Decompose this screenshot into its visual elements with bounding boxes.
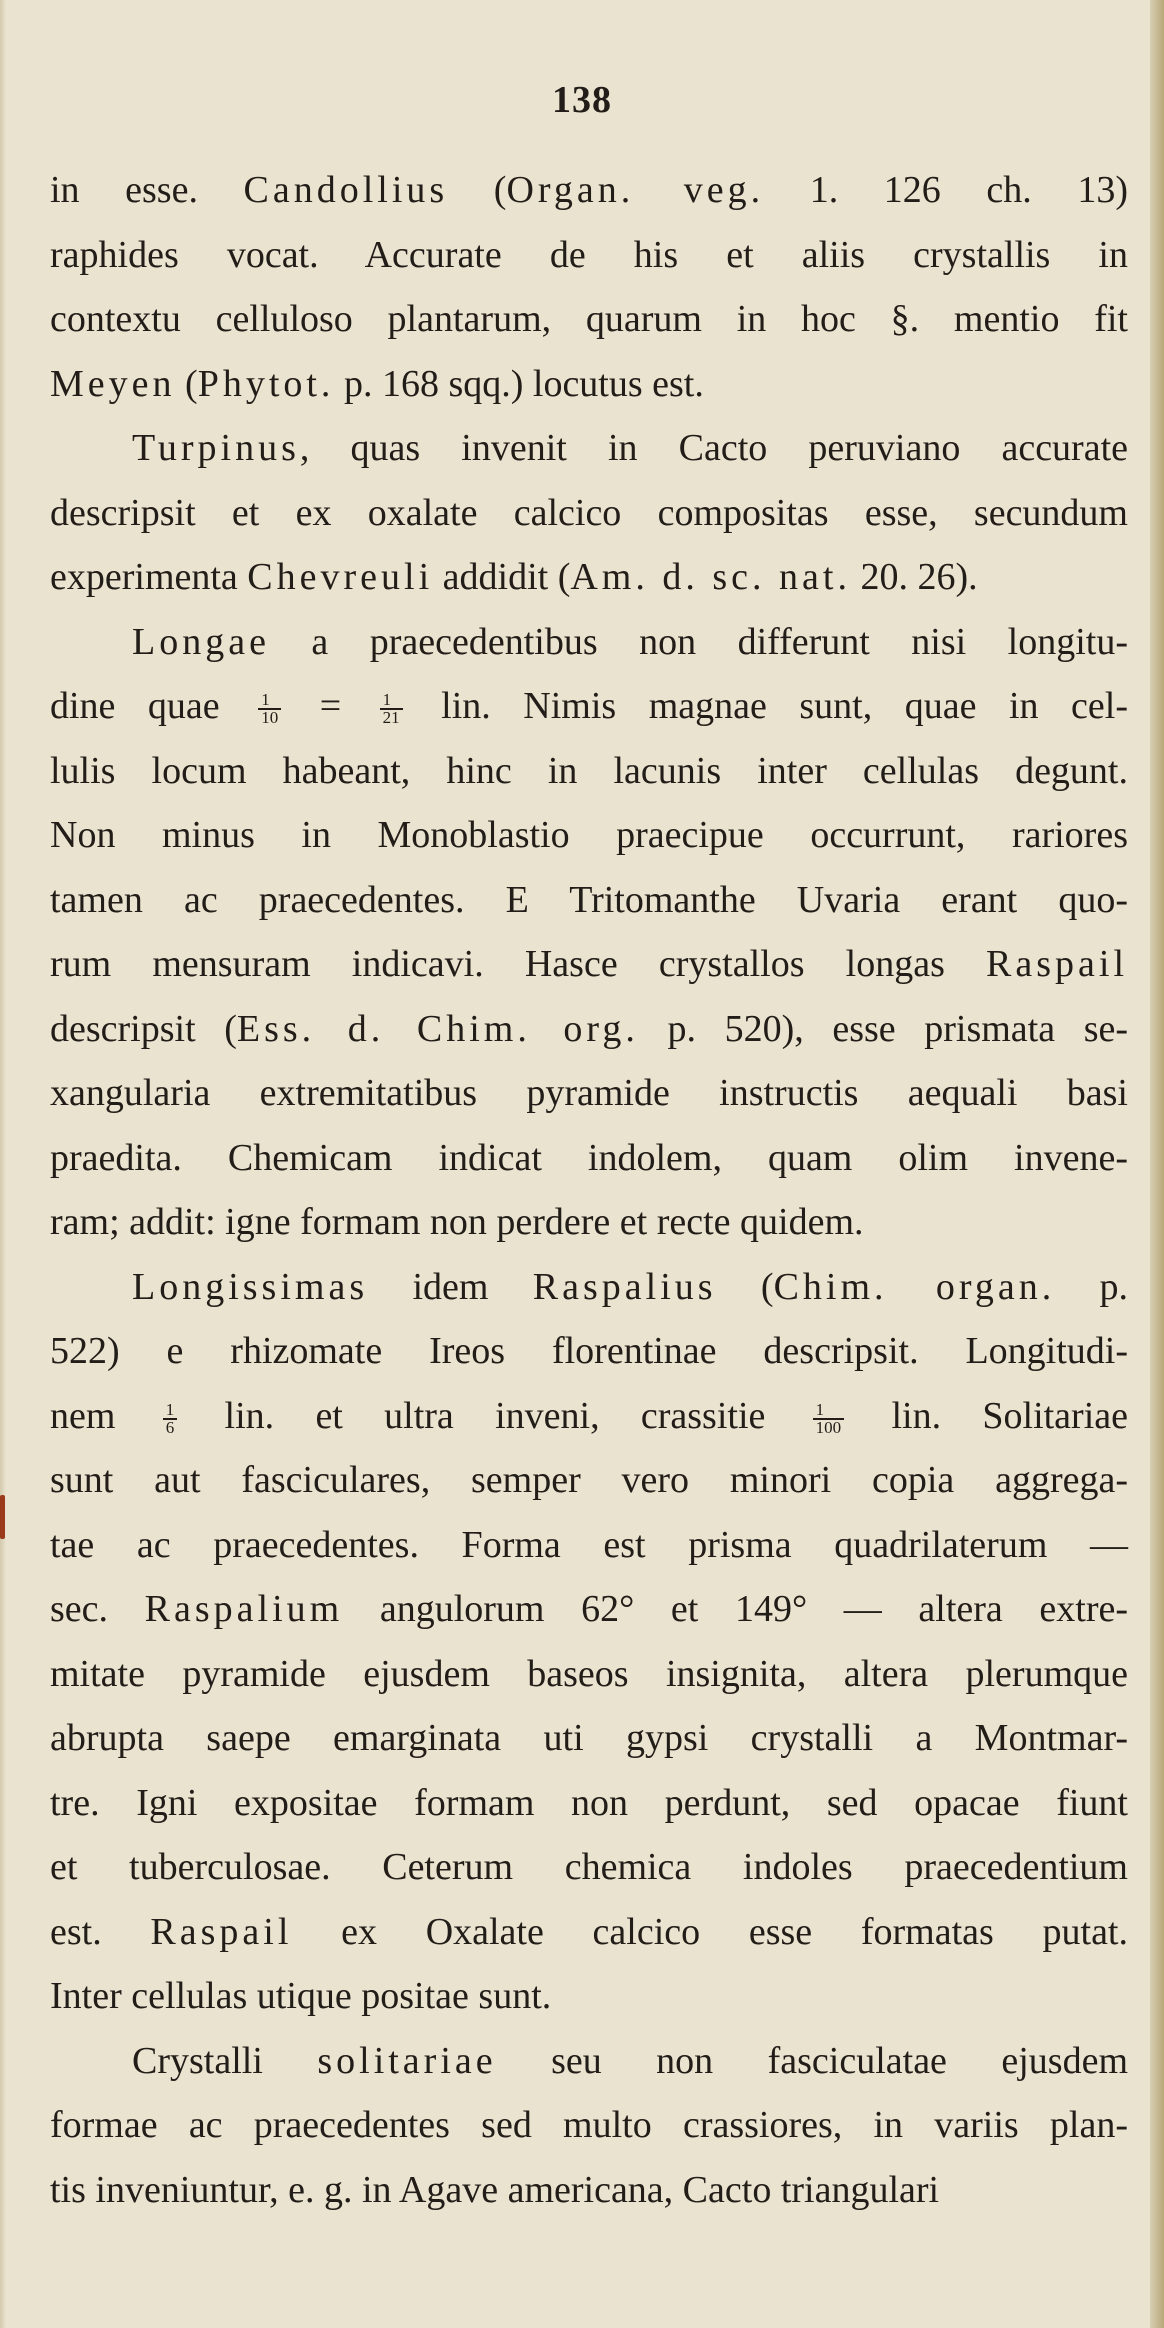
text-segment: tis inveniuntur, e. g. in Agave americana, Cacto triangulari [50, 2168, 940, 2211]
text-line [50, 287, 1128, 352]
text-segment: sec. [50, 1588, 145, 1630]
text-segment: a praecedentibus non differunt nisi longitu- [269, 620, 1128, 663]
fraction [813, 1399, 845, 1437]
fraction-numerator: 1 [258, 692, 281, 710]
text-line [50, 2093, 1128, 2158]
text-line [50, 1126, 1128, 1191]
paragraph [50, 416, 1128, 610]
text-segment: Non minus in Monoblastio praecipue occurrunt, rariores [50, 814, 1128, 856]
text-segment: sunt aut fasciculares, semper vero minori copia aggrega- [50, 1459, 1128, 1501]
spaced-name: solitariae [317, 2039, 497, 2082]
text-segment: ram; addit: igne formam non perdere et recte quidem. [50, 1201, 864, 1243]
text-line [50, 1319, 1128, 1384]
text-segment: 20. 26). [850, 556, 978, 598]
fraction-numerator: 1 [163, 1402, 178, 1420]
text-segment: seu non fasciculatae ejusdem [496, 2039, 1129, 2082]
fraction-denominator: 21 [382, 708, 400, 728]
text-segment: praedita. Chemicam indicat indolem, quam olim invene- [50, 1136, 1128, 1179]
text-line [50, 1706, 1128, 1771]
text-segment: ( [448, 169, 507, 211]
text-line [50, 1835, 1128, 1900]
spaced-name: Organ. veg. [506, 169, 765, 211]
spaced-name: Phytot. [197, 362, 335, 405]
text-segment: Inter cellulas utique positae sunt. [50, 1975, 552, 2017]
fraction-denominator: 6 [165, 1417, 175, 1437]
text-segment: idem [368, 1265, 533, 1308]
text-line [50, 868, 1128, 933]
fraction-denominator: 10 [261, 708, 279, 728]
text-line [50, 739, 1128, 804]
text-segment: abrupta saepe emarginata uti gypsi crystalli a Montmar- [50, 1717, 1128, 1759]
text-line [50, 1964, 1128, 2029]
spaced-name: Raspalius [532, 1265, 717, 1308]
text-segment: 522) e rhizomate Ireos florentinae descripsit. Longitudi- [50, 1330, 1128, 1372]
text-line [50, 416, 1128, 481]
text-line [50, 1384, 1128, 1449]
paragraph [50, 1255, 1128, 2029]
text-segment: xangularia extremitatibus pyramide instructis aequali basi [50, 1072, 1128, 1114]
text-segment: ( [716, 1265, 774, 1308]
spaced-name: Longissimas [132, 1265, 369, 1308]
text-line [50, 610, 1128, 675]
text-segment: lin. et ultra inveni, crassitie [183, 1394, 807, 1437]
spaced-name: Chim. organ. [773, 1265, 1056, 1308]
paragraph [50, 158, 1128, 416]
text-segment: 1. 126 ch. 13) [764, 169, 1128, 211]
text-line [50, 997, 1128, 1062]
text-line [50, 1513, 1128, 1578]
text-line [50, 1190, 1128, 1255]
text-segment: mitate pyramide ejusdem baseos insignita, altera plerumque [50, 1652, 1128, 1695]
spaced-name: Ess. d. Chim. org. [236, 1007, 639, 1050]
fraction-numerator: 1 [380, 692, 403, 710]
spaced-name: Candollius [243, 169, 449, 211]
text-segment: descripsit et ex oxalate calcico compositas esse, secundum [50, 491, 1128, 534]
text-segment: addidit ( [433, 556, 571, 598]
text-segment: tamen ac praecedentes. E Tritomanthe Uvaria erant quo- [50, 878, 1128, 921]
text-segment: tae ac praecedentes. Forma est prisma quadrilaterum — [50, 1523, 1128, 1566]
text-line [50, 223, 1128, 288]
text-segment: tre. Igni expositae formam non perdunt, sed opacae fiunt [50, 1781, 1128, 1824]
text-segment: lin. Nimis magnae sunt, quae in cel- [408, 685, 1129, 727]
text-segment: in esse. [50, 169, 244, 211]
text-segment: raphides vocat. Accurate de his et aliis crystallis in [50, 233, 1128, 276]
spaced-name: Chevreuli [247, 556, 434, 598]
spaced-name: Raspail [150, 1910, 293, 1953]
text-line [50, 2158, 1128, 2223]
text-line [50, 674, 1128, 739]
text-segment: et tuberculosae. Ceterum chemica indoles praecedentium [50, 1846, 1128, 1888]
paragraph [50, 610, 1128, 1255]
text-line [50, 1577, 1128, 1642]
text-line [50, 932, 1128, 997]
text-line [50, 1642, 1128, 1707]
fraction [163, 1399, 178, 1437]
text-line [50, 1448, 1128, 1513]
text-segment: rum mensuram indicavi. Hasce crystallos longas [50, 943, 987, 985]
fraction-denominator: 100 [815, 1417, 842, 1437]
spaced-name: Raspalium [144, 1588, 344, 1630]
text-segment: contextu celluloso plantarum, quarum in hoc §. mentio fit [50, 298, 1128, 340]
page-number: 138 [552, 79, 612, 121]
spaced-name: Am. d. sc. nat. [570, 556, 851, 598]
text-segment: = [287, 685, 374, 727]
text-segment: p. 520), esse prismata se- [638, 1007, 1129, 1050]
text-segment: ex Oxalate calcico esse formatas putat. [292, 1910, 1128, 1953]
text-line [50, 545, 1128, 610]
ink-smudge [0, 1495, 5, 1539]
text-segment: nem [50, 1394, 157, 1437]
text-segment: lulis locum habeant, hinc in lacunis inter cellulas degunt. [50, 749, 1128, 792]
text-segment: experimenta [50, 556, 248, 598]
text-segment: ( [175, 362, 198, 405]
text-segment: dine quae [50, 685, 253, 727]
text-line [50, 803, 1128, 868]
text-segment: Crystalli [132, 2039, 318, 2082]
text-segment: lin. Solitariae [850, 1394, 1128, 1437]
text-line [50, 1900, 1128, 1965]
text-line [50, 481, 1128, 546]
text-segment: , quas invenit in Cacto peruviano accurate [299, 427, 1128, 469]
text-line [50, 1771, 1128, 1836]
fraction [380, 692, 403, 726]
text-segment: p. 168 sqq.) locutus est. [334, 362, 704, 405]
paragraph [50, 2029, 1128, 2223]
page-left-edge [0, 0, 6, 2328]
spaced-name: Raspail [986, 943, 1128, 985]
fraction [258, 692, 281, 726]
text-segment: angulorum 62° et 149° — altera extre- [343, 1588, 1128, 1630]
text-line [50, 158, 1128, 223]
spaced-name: Meyen [50, 362, 176, 405]
text-line [50, 1061, 1128, 1126]
spaced-name: Longae [132, 620, 270, 663]
text-line [50, 1255, 1128, 1320]
spaced-name: Turpinus [132, 427, 300, 469]
text-segment: est. [50, 1910, 151, 1953]
text-line [50, 352, 1128, 417]
text-line [50, 2029, 1128, 2094]
page-right-edge [1150, 0, 1164, 2328]
text-segment: formae ac praecedentes sed multo crassiores, in variis plan- [50, 2104, 1128, 2146]
body-text [50, 158, 1128, 2222]
fraction-numerator: 1 [813, 1402, 845, 1420]
text-segment: p. [1055, 1265, 1129, 1308]
text-segment: descripsit ( [50, 1007, 237, 1050]
